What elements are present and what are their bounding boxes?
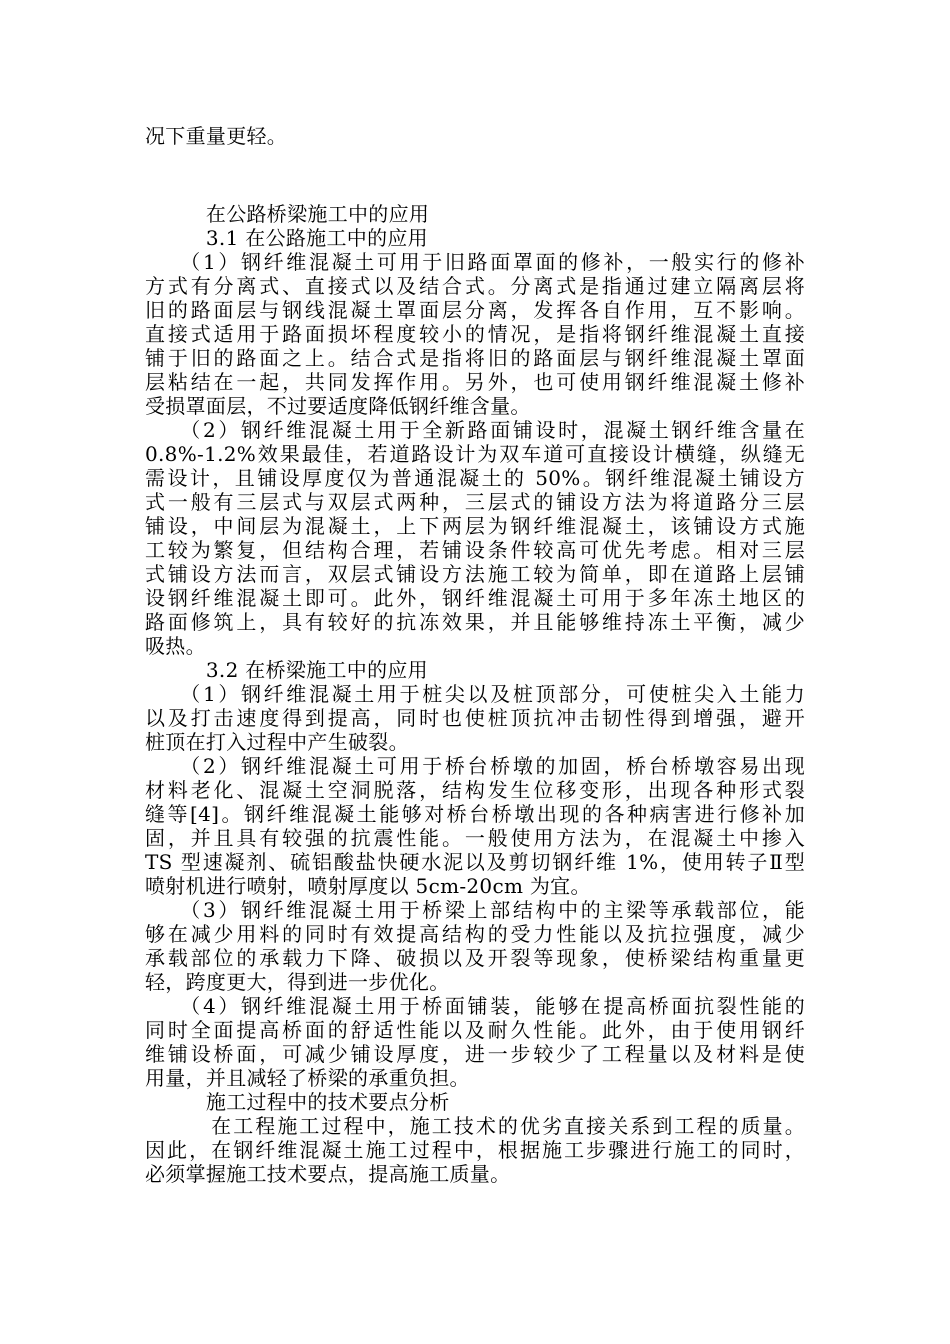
text-line: 用量，并且减轻了桥梁的承重负担。 xyxy=(145,1066,470,1090)
text-line: 式铺设方法而言，双层式铺设方法施工较为简单，即在道路上层铺 xyxy=(145,562,805,586)
text-line: 必须掌握施工技术要点，提高施工质量。 xyxy=(145,1162,511,1186)
text-line: 旧的路面层与钢线混凝土罩面层分离，发挥各自作用，互不影响。 xyxy=(145,298,805,322)
text-line: （1）钢纤维混凝土可用于旧路面罩面的修补，一般实行的修补 xyxy=(145,250,805,274)
text-line: （1）钢纤维混凝土用于桩尖以及桩顶部分，可使桩尖入土能力 xyxy=(145,682,805,706)
text-line: 以及打击速度得到提高，同时也使桩顶抗冲击韧性得到增强，避开 xyxy=(145,706,805,730)
text-line: 层粘结在一起，共同发挥作用。另外，也可使用钢纤维混凝土修补 xyxy=(145,370,805,394)
text-line: 铺设，中间层为混凝土，上下两层为钢纤维混凝土，该铺设方式施 xyxy=(145,514,805,538)
text-line: （2）钢纤维混凝土用于全新路面铺设时，混凝土钢纤维含量在 xyxy=(145,418,805,442)
text-line: 方式有分离式、直接式以及结合式。分离式是指通过建立隔离层将 xyxy=(145,274,805,298)
text-line: 0.8%-1.2%效果最佳，若道路设计为双车道可直接设计横缝，纵缝无 xyxy=(145,442,805,466)
text-line: （2）钢纤维混凝土可用于桥台桥墩的加固，桥台桥墩容易出现 xyxy=(145,754,805,778)
text-line: 直接式适用于路面损坏程度较小的情况，是指将钢纤维混凝土直接 xyxy=(145,322,805,346)
section-heading: 施工过程中的技术要点分析 xyxy=(145,1090,450,1114)
text-line: 况下重量更轻。 xyxy=(145,124,288,148)
text-line: 设钢纤维混凝土即可。此外，钢纤维混凝土可用于多年冻土地区的 xyxy=(145,586,805,610)
subsection-heading: 3.1 在公路施工中的应用 xyxy=(145,226,428,250)
text-line: 铺于旧的路面之上。结合式是指将旧的路面层与钢纤维混凝土罩面 xyxy=(145,346,805,370)
text-line: 工较为繁复，但结构合理，若铺设条件较高可优先考虑。相对三层 xyxy=(145,538,805,562)
text-line: 吸热。 xyxy=(145,634,206,658)
text-line: （3）钢纤维混凝土用于桥梁上部结构中的主梁等承载部位，能 xyxy=(145,898,805,922)
text-line: TS 型速凝剂、硫铝酸盐快硬水泥以及剪切钢纤维 1%，使用转子Ⅱ型 xyxy=(145,850,805,874)
text-line: 维铺设桥面，可减少铺设厚度，进一步较少了工程量以及材料是使 xyxy=(145,1042,805,1066)
text-line: 需设计，且铺设厚度仅为普通混凝土的 50%。钢纤维混凝土铺设方 xyxy=(145,466,805,490)
text-line: 桩顶在打入过程中产生破裂。 xyxy=(145,730,409,754)
text-line: 缝等[4]。钢纤维混凝土能够对桥台桥墩出现的各种病害进行修补加 xyxy=(145,802,805,826)
section-heading: 在公路桥梁施工中的应用 xyxy=(145,202,430,226)
text-line: 路面修筑上，具有较好的抗冻效果，并且能够维持冻土平衡，减少 xyxy=(145,610,805,634)
text-line: 因此，在钢纤维混凝土施工过程中，根据施工步骤进行施工的同时， xyxy=(145,1138,805,1162)
text-line: 同时全面提高桥面的舒适性能以及耐久性能。此外，由于使用钢纤 xyxy=(145,1018,805,1042)
text-line: （4）钢纤维混凝土用于桥面铺装，能够在提高桥面抗裂性能的 xyxy=(145,994,805,1018)
text-line: 在工程施工过程中，施工技术的优劣直接关系到工程的质量。 xyxy=(145,1114,805,1138)
text-line: 承载部位的承载力下降、破损以及开裂等现象，使桥梁结构重量更 xyxy=(145,946,805,970)
text-line: 固，并且具有较强的抗震性能。一般使用方法为，在混凝土中掺入 xyxy=(145,826,805,850)
text-line: 够在减少用料的同时有效提高结构的受力性能以及抗拉强度，减少 xyxy=(145,922,805,946)
text-line: 材料老化、混凝土空洞脱落，结构发生位移变形，出现各种形式裂 xyxy=(145,778,805,802)
text-line: 受损罩面层，不过要适度降低钢纤维含量。 xyxy=(145,394,531,418)
subsection-heading: 3.2 在桥梁施工中的应用 xyxy=(145,658,428,682)
text-line: 喷射机进行喷射，喷射厚度以 5cm-20cm 为宜。 xyxy=(145,874,591,898)
text-line: 轻，跨度更大，得到进一步优化。 xyxy=(145,970,450,994)
text-line: 式一般有三层式与双层式两种，三层式的铺设方法为将道路分三层 xyxy=(145,490,805,514)
